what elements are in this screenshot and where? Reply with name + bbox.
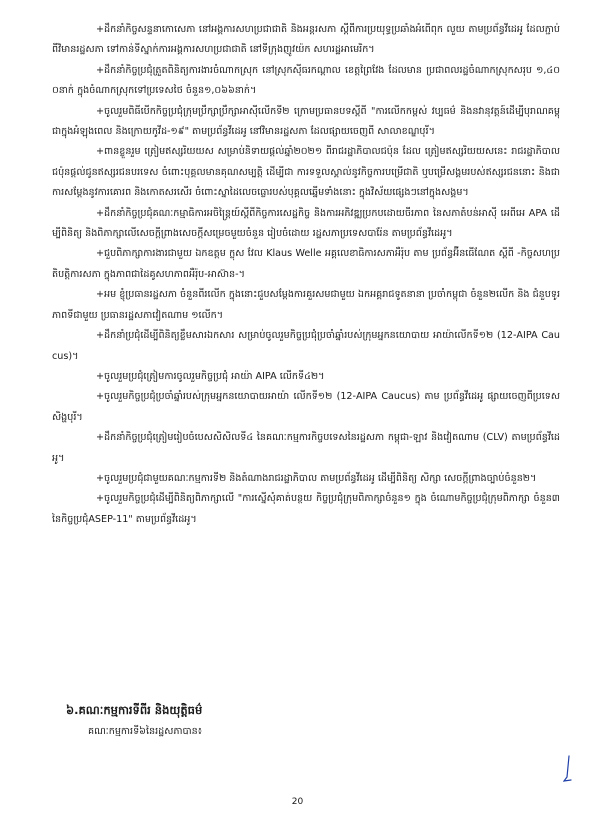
paragraph-aipa-caucus-prep: +ដឹកនាំប្រជុំដើម្បីពិនិត្យខ្លឹមសារឯកសារ សម្រាប់ចូលរួមកិច្ចប្រជុំប្រចាំឆ្នាំរបស់ក្រុមអ្នកនយោបាយ អាយ៉ាលើកទី១២ (12-AIPA Caucus)។ — [52, 330, 560, 362]
paragraph-apa-committee: +ដឹកនាំកិច្ចប្រជុំគណៈកម្មាធិការអចិន្ត្រៃយ៍ស្តីពីកិច្ចការសេដ្ឋកិច្ច និងការអភិវឌ្ឍប្រកបដោយចីរភាព នៃសភាតំបន់អាស៊ី អេពីអេ APA ដើម្បីពិនិត្យ និងពិភាក្សាលើសេចក្តីព្រាងសេចក្តីសម្រេចមួយចំនួន រៀបចំដោយ រដ្ឋសភាប្រទេសបារ៉ែន តាមប្រព័ន្ធវីដេអូ។ — [52, 207, 560, 240]
paragraph-asep-11: +ចូលរួមកិច្ចប្រជុំដើម្បីពិនិត្យពិភាក្សាលើ "ការស្នើសុំគាត់បន្ថយ កិច្ចប្រជុំក្រុមពិភាក្សាចំនួន១ ក្នុង ចំណោមកិច្ចប្រជុំក្រុមពិភាក្សា ចំនួន៣ នៃកិច្ចប្រជុំASEP-11" តាមប្រព័ន្ធវីដេអូ។ — [52, 493, 560, 525]
paragraph-asian-council-meeting: +ចូលរួមពិធីបើកកិច្ចប្រជុំក្រុមប្រឹក្សាប្រឹក្សាអាស៊ីលើកទី២ ក្រោមប្រធានបទស្តីពី "ការលើកកម្ពស់ វប្បធម៌ និងនវានុវត្តន៍ដើម្បីបុរាណគម្ពុជាក្នុងអំឡុងពេល និងក្រោយកូវីដ-១៩" តាមប្រព័ន្ធវីដេអូ នៅវិមានរដ្ឋសភា ដែលផ្សាយចេញពី សាលាខណ្ឌបុរី។ — [52, 105, 560, 138]
body-text — [52, 20, 560, 530]
paragraph-migration-review: +ដឹកនាំកិច្ចប្រជុំត្រួតពិនិត្យការងារចំណាកស្រុក នៅស្រុកស៊ីធរកណ្ដាល ខេត្តព្រៃវែង ដែលមាន ប្រជាពលរដ្ឋចំណាកស្រុកសរុប ១,៤០០នាក់ ក្នុងចំណាកស្រុកទៅប្រទេសថៃ ចំនួន១,០៦៦នាក់។ — [52, 64, 560, 97]
section-subline: គណៈកម្មការទី៦នៃរដ្ឋសភាបាន៖ — [88, 726, 202, 737]
paragraph-ambassador-courtesy: +អម ខ្ញុំប្រធានរដ្ឋសភា ចំនួនពីរលើក ក្នុងនោះជួបសម្ដែងការគួរសមជាមួយ ឯកអគ្គរាជទូតនានា ប្រចាំកម្ពុជា ចំនួន២លើក និង ជំនួបទូរភាពទីជាមួយ ប្រធានរដ្ឋសភាវៀតណាម ១លើក។ — [52, 289, 560, 321]
paragraph-japan-decoration: +ពានខ្លួនរួម ត្រៀមឥស្សរិយយស សម្រាប់និទាយផ្ដល់ឆ្នាំ២០២១ ពីរាជរដ្ឋាភិបាលជប៉ុន ដែល ត្រៀមឥស្សរិយយសនេះ រាជរដ្ឋាភិបាលជប៉ុនផ្តល់ជូនឥស្សរជនបរទេស ចំពោះបុគ្គលមានគុណសម្បត្តិ ដើម្បីជា ការទទួលស្គាល់នូវកិច្ចការបម្រើជាតិ ឬបម្រើសង្គមរបស់ឥស្សរជននោះ និងជាការសម្ដែងនូវការគោរព និងកោតសរសើរ ចំពោះស្នាដៃលេចធ្លោរបស់បុគ្គលឆ្នើមទាំងនោះ ក្នុងវិស័យផ្សេងៗនៅក្នុងសង្គម។ — [52, 146, 560, 199]
paragraph-un-anti-corruption: +ដឹកនាំកិច្ចសន្ទនាកោសេភា នៅអង្គការសហប្រជាជាតិ និងអន្តរសភា ស្តីពីការប្រយុទ្ធប្រឆាំងអំពើពុក លួយ តាមប្រព័ន្ធវីដេអូ ដែលភ្ជាប់ពីវិមានរដ្ឋសភា ទៅកាន់ទីស្នាក់ការអង្គការសហប្រជាជាតិ នៅទីក្រុងញូវយ៉ក សហរដ្ឋអាមេរិក។ — [52, 24, 560, 56]
paragraph-commission-2-meeting: +ចូលរួមប្រជុំជាមួយគណៈកម្មការទី២ និងតំណាងរាជរដ្ឋាភិបាល តាមប្រព័ន្ធវីដេអូ ដើម្បីពិនិត្យ សិក្សា សេចក្តីព្រាងច្បាប់ចំនួន២។ — [96, 472, 537, 484]
section-heading: ៦.គណៈកម្មការទីពីរ និងយុត្តិធម៌ — [66, 703, 203, 717]
paragraph-aipa-caucus-attend: +ចូលរួមកិច្ចប្រជុំប្រចាំឆ្នាំរបស់ក្រុមអ្នកនយោបាយអាយ៉ា លើកទី១២ (12-AIPA Caucus) តាម ប្រព័ន្ធវីដេអូ ផ្សាយចេញពីប្រទេសសិង្ហបុរី។ — [52, 391, 560, 423]
page-number: 20 — [291, 797, 304, 807]
paragraph-clv-prep: +ដឹកនាំកិច្ចប្រជុំត្រៀមរៀបចំបេសសិសិលទី៤ នៃគណៈកម្មការកិច្ចបទេសនៃរដ្ឋសភា កម្ពុជា-ឡាវ និងវៀតណាម (CLV) តាមប្រព័ន្ធវីដេអូ។ — [52, 432, 560, 464]
paragraph-klaus-welle-meeting: +ជួបពិភាក្សាការងារជាមួយ ឯកឧត្តម ក្លុស វែល Klaus Welle អគ្គលេខាធិការសភាអឺរ៉ុប តាម ប្រព័ន្ធអ៊ីនធើណែត ស្តីពី -កិច្ចសហប្រតិបត្តិការសភា ក្នុងភាពជាដៃគូសហភាពអឺរ៉ុប-អាស៊ាន-។ — [52, 248, 560, 280]
margin-pen-mark-icon — [563, 755, 573, 783]
paragraph-aipa-42-prep: +ចូលរួមប្រជុំត្រៀមការចូលរួមកិច្ចប្រជុំ អាយ៉ា AIPA លើកទី៤២។ — [96, 370, 325, 382]
